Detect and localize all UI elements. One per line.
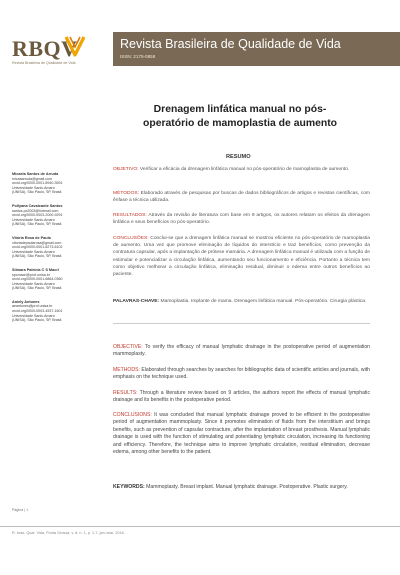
journal-logo: RBQV xyxy=(12,36,78,61)
logo-subtitle: Revista Brasileira de Qualidade de Vida xyxy=(12,61,76,65)
author-email[interactable]: vitoriadepaularosa@gmail.com xyxy=(12,240,62,245)
abstract-methods-label: METHODS: xyxy=(113,367,140,373)
resumo-objetivo-label: OBJETIVO: xyxy=(113,167,139,172)
journal-issn: ISSN: 2175-0858 xyxy=(120,54,156,59)
author-block xyxy=(12,204,112,227)
footer-divider xyxy=(0,526,400,527)
section-divider xyxy=(113,323,370,324)
page-number: Página | 1 xyxy=(12,508,29,512)
citation-footer: R. bras. Qual. Vida, Ponta Grossa, v. 8, n. 1, p. 1-7, jan./mar. 2016. xyxy=(12,531,125,535)
resumo-conclusoes-label: CONCLUSÕES: xyxy=(113,236,149,241)
resumo-metodos-label: MÉTODOS: xyxy=(113,191,139,196)
author-affiliation: Universidade Santo Amaro xyxy=(12,249,55,254)
author-name: Aniely Antunes xyxy=(12,299,40,304)
abstract-conclusions xyxy=(113,412,370,456)
logo-mark-icon xyxy=(64,34,86,58)
author-orcid[interactable]: orcid.org/0000-0003-2000-9291 xyxy=(12,213,63,218)
author-location: (UNISA), São Paulo, SP, Brasil. xyxy=(12,222,63,227)
resumo-resultados-label: RESULTADOS: xyxy=(113,213,147,218)
resumo-objetivo xyxy=(113,166,370,173)
author-email[interactable]: aeantunes@prof.unisa.br xyxy=(12,304,53,309)
author-email[interactable]: micaaarruda@gmail.com xyxy=(12,176,52,181)
author-orcid[interactable]: orcid.org/0000-0001-6864-0360 xyxy=(12,277,63,282)
author-name: Micaela Santos de Arruda xyxy=(12,172,59,176)
author-affiliation: Universidade Santo Amaro xyxy=(12,185,55,190)
abstract-methods-text: Elaborated through searches by searches for bibliographic data of scientific articles and journals, with emphasis on the technique used. xyxy=(113,367,370,381)
abstract-methods xyxy=(113,367,370,382)
resumo-palavras-label: PALAVRAS-CHAVE: xyxy=(113,299,160,304)
abstract-objective xyxy=(113,344,370,359)
article-title xyxy=(120,103,360,131)
abstract-keywords xyxy=(113,484,370,491)
author-affiliation: Universidade Santo Amaro xyxy=(12,217,55,222)
abstract-results-text: Through a literature review based on 9 articles, the authors report the effects of manual lymphatic drainage and its benefits in the postoperative period. xyxy=(113,390,370,404)
author-list xyxy=(12,172,112,332)
resumo-objetivo-text: Verificar a eficácia da drenagem linfática manual no pós-operatório de mamoplastia de aumento. xyxy=(139,167,350,172)
author-affiliation: Universidade Santo Amaro xyxy=(12,281,55,286)
resumo-resultados xyxy=(113,212,370,226)
abstract-keywords-label: KEYWORDS: xyxy=(113,484,145,490)
resumo-metodos-text: Elaborado através de pesquisas por buscas de dados bibliográficos de artigos e revistas científicas, com ênfase a técnica utilizada. xyxy=(113,191,370,204)
author-orcid[interactable]: orcid.org/0000-0001-8940-3591 xyxy=(12,181,63,186)
author-name: Vitória Rosa de Paula xyxy=(12,235,51,240)
resumo-palavras-text: Mamoplastia. Implante de mama. Drenagem linfática manual. Pós-operatório. Cirurgia plástica. xyxy=(160,299,367,304)
author-location: (UNISA), São Paulo, SP, Brasil. xyxy=(12,286,63,291)
author-block xyxy=(12,172,112,195)
journal-title: Revista Brasileira de Qualidade de Vida xyxy=(120,37,341,51)
resumo-heading: RESUMO xyxy=(226,154,251,160)
abstract-keywords-text: Mammoplasty. Breast implant. Manual lymphatic drainage. Postoperative. Plastic surgery. xyxy=(146,484,348,490)
abstract-results xyxy=(113,390,370,405)
author-location: (UNISA), São Paulo, SP, Brasil. xyxy=(12,190,63,195)
author-email[interactable]: spcmacri@prof.unisa.br xyxy=(12,272,51,277)
author-affiliation: Universidade Santo Amaro xyxy=(12,313,55,318)
author-block xyxy=(12,268,112,291)
abstract-conclusions-text: It was concluded that manual lymphatic drainage proved to be efficient in the postoperative period of augmentation mammoplasty. Since it promotes elimination of fluids from the interstitium and brings benefits, such as prevention of capsular contracture, after the implantation of breast prosthesis. Manual lymphatic drainage is used with the function of stimulating and potentiating lymphatic circulation, increasing its functioning and efficiency. Therefore, the technique aims to improve lymphatic circulation, residual elimination, decrease edema, among other benefits to the patient. xyxy=(113,412,370,456)
abstract-objective-text: To verify the efficacy of manual lymphatic drainage in the postoperative period of augmentation mammoplasty. xyxy=(113,344,370,358)
resumo-conclusoes xyxy=(113,235,370,278)
resumo-metodos xyxy=(113,190,370,204)
article-title-line-2: operatório de mamoplastia de aumento xyxy=(143,118,337,129)
resumo-conclusoes-text: Conclui-se que a drenagem linfática manual se mostrou eficiente no pós-operatório de mamoplastia de aumento. Uma vez que promove eliminação de líquidos do interstício e traz benefícios, como prevenção da contratura capsular, após a implantação de prótese mamária. A drenagem linfática manual é utilizada com a função de estimular e potencializar a circulação linfática, aumentando seu funcionamento e eficiência. Portanto a técnica tem como objetivo melhorar a circulação linfática, eliminação residual, diminuir o edema entre outros benefícios ao paciente. xyxy=(113,236,371,278)
author-email[interactable]: santos.pc2003@hotmail.com xyxy=(12,208,59,213)
author-location: (UNISA), São Paulo, SP, Brasil. xyxy=(12,318,63,323)
author-orcid[interactable]: orcid.org/0000-0003-4537-1601 xyxy=(12,309,63,314)
author-name: Silmara Patrícia C S Macri xyxy=(12,267,59,272)
resumo-palavras-chave xyxy=(113,298,370,305)
author-name: Pollyana Cavalcante Santos xyxy=(12,203,63,208)
abstract-objective-label: OBJECTIVE: xyxy=(113,344,143,350)
author-block xyxy=(12,300,112,323)
author-location: (UNISA), São Paulo, SP, Brasil. xyxy=(12,254,63,259)
author-orcid[interactable]: orcid.org/0000-0001-6273-6102 xyxy=(12,245,63,250)
resumo-resultados-text: Através da revisão de literatura com base em 9 artigos, os autores relatam os efeitos da drenagem linfática e seus benefícios no pós-operatório. xyxy=(113,213,370,226)
author-block xyxy=(12,236,112,259)
abstract-conclusions-label: CONCLUSIONS: xyxy=(113,412,152,418)
abstract-results-label: RESULTS: xyxy=(113,390,138,396)
article-title-line-1: Drenagem linfática manual no pós- xyxy=(153,104,327,115)
